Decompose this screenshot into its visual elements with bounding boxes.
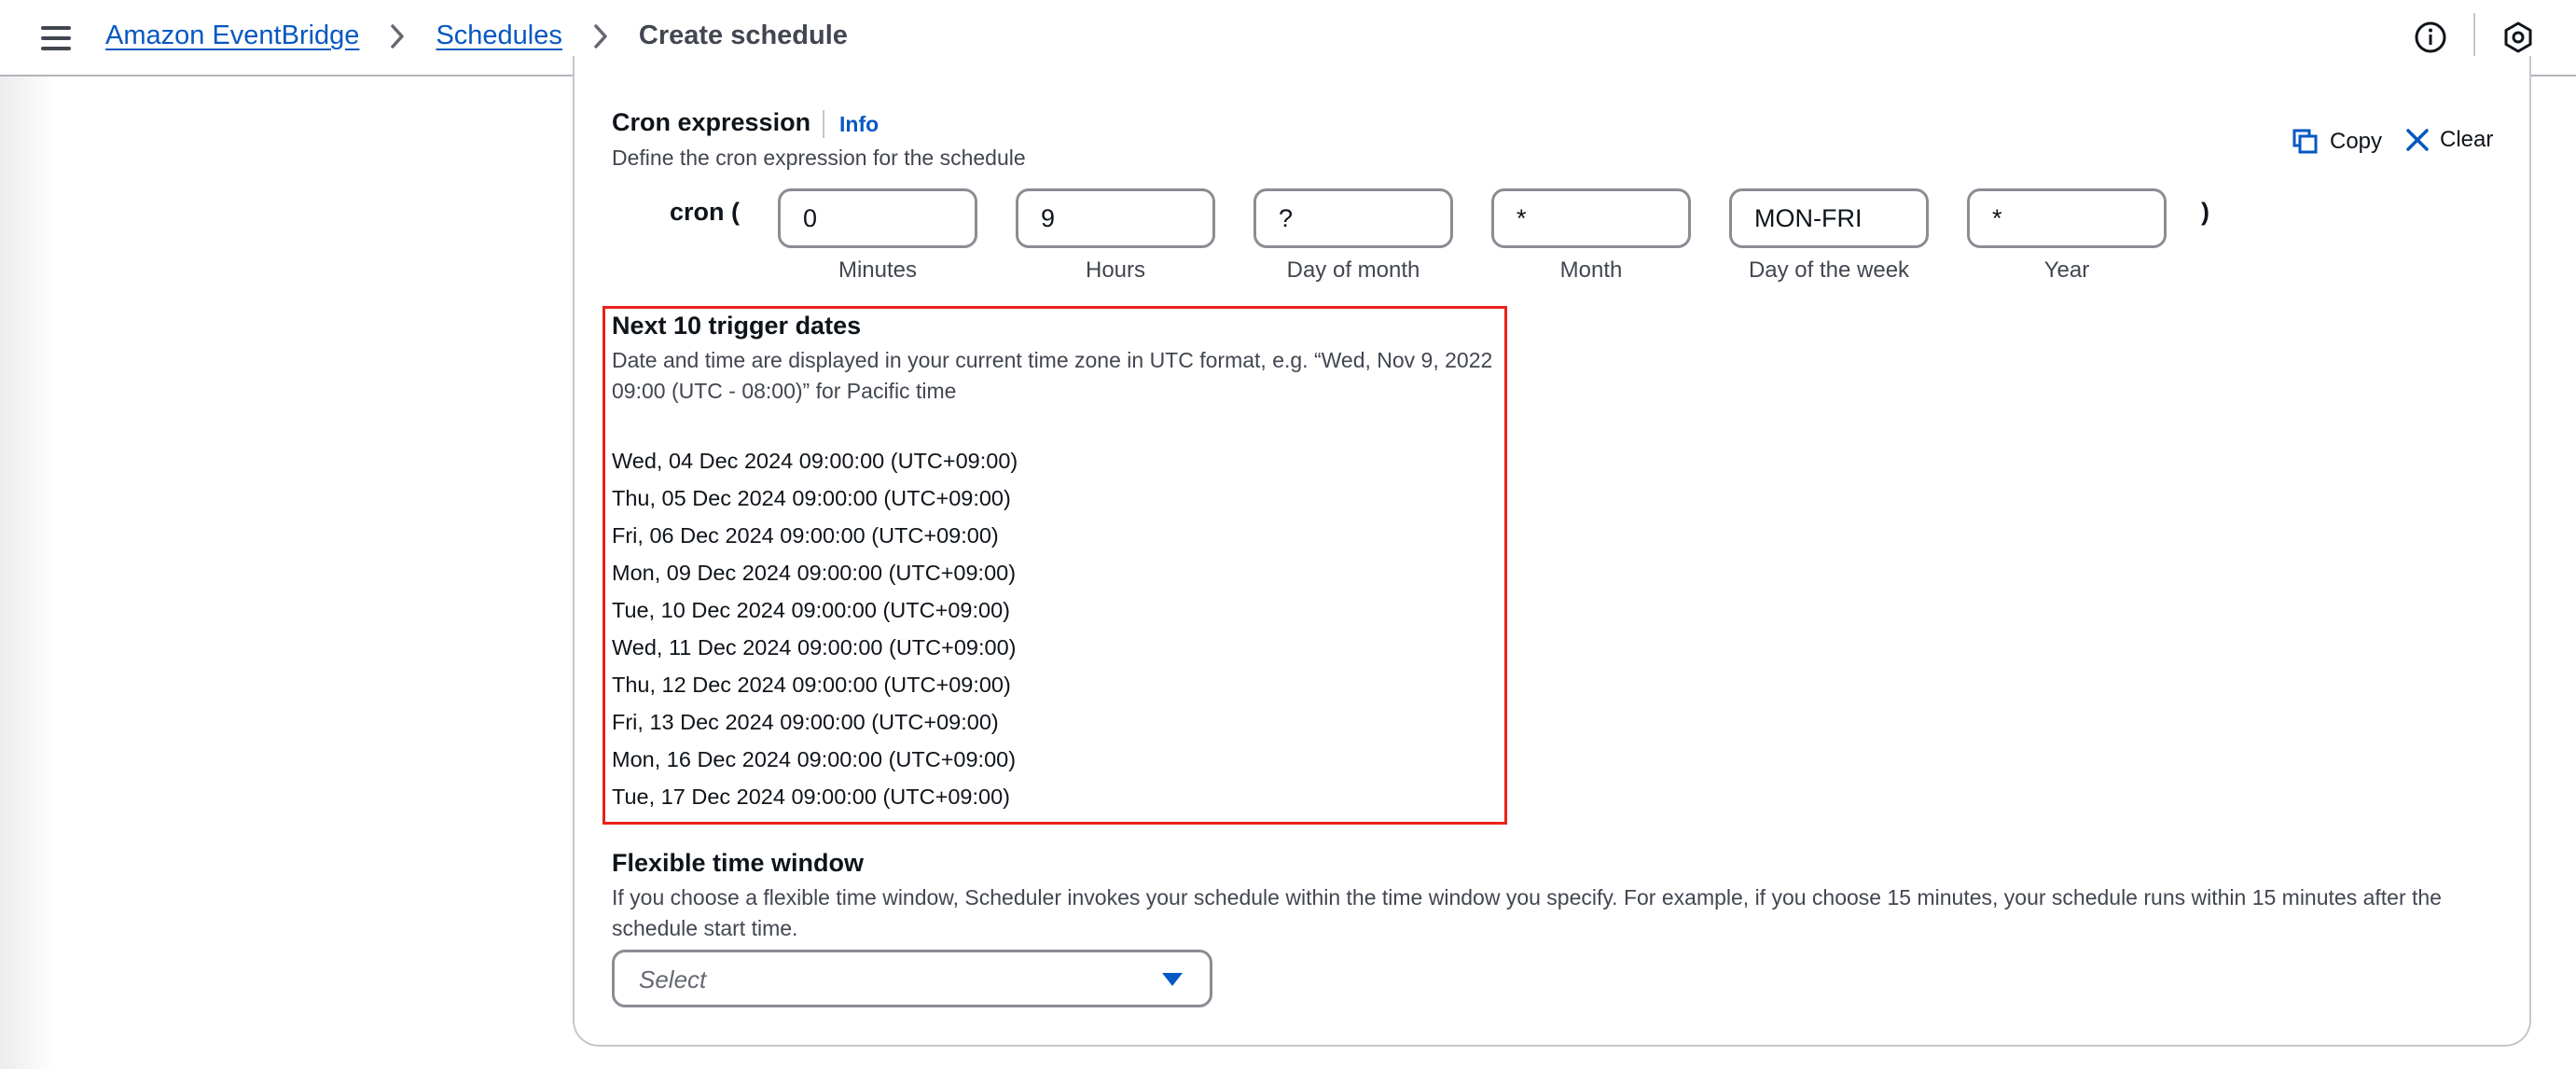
trigger-date-item: Wed, 11 Dec 2024 09:00:00 (UTC+09:00) <box>612 635 1017 659</box>
day-of-month-label: Day of month <box>1286 257 1420 283</box>
copy-button-label: Copy <box>2330 129 2383 154</box>
trigger-date-item: Tue, 10 Dec 2024 09:00:00 (UTC+09:00) <box>612 598 1010 622</box>
day-of-month-input[interactable] <box>1253 188 1453 248</box>
day-of-week-label: Day of the week <box>1748 257 1910 283</box>
minutes-field-wrapper <box>778 188 977 248</box>
hamburger-menu-icon[interactable] <box>41 26 71 50</box>
clear-button[interactable] <box>2404 127 2493 153</box>
navigation-shade <box>0 76 56 1069</box>
clear-button-label: Clear <box>2440 127 2494 152</box>
trigger-date-item: Thu, 05 Dec 2024 09:00:00 (UTC+09:00) <box>612 486 1011 510</box>
trigger-dates-list <box>612 442 1018 815</box>
hours-input[interactable] <box>1016 188 1215 248</box>
breadcrumb <box>105 21 848 51</box>
cron-expression-description: Define the cron expression for the schedule <box>612 146 1026 170</box>
year-label: Year <box>2043 257 2090 283</box>
cron-info-link[interactable]: Info <box>839 112 879 136</box>
flexible-time-window-title: Flexible time window <box>612 849 865 877</box>
month-input[interactable] <box>1491 188 1691 248</box>
trigger-date-item: Thu, 12 Dec 2024 09:00:00 (UTC+09:00) <box>612 673 1011 697</box>
day-of-week-input[interactable] <box>1729 188 1929 248</box>
trigger-date-item: Mon, 09 Dec 2024 09:00:00 (UTC+09:00) <box>612 561 1017 585</box>
info-icon[interactable] <box>2414 21 2447 54</box>
year-input[interactable] <box>1967 188 2167 248</box>
header-divider <box>2473 13 2475 62</box>
month-field-wrapper <box>1491 188 1691 248</box>
year-field-wrapper <box>1967 188 2167 248</box>
breadcrumb-eventbridge-link[interactable]: Amazon EventBridge <box>105 21 360 50</box>
minutes-input[interactable] <box>778 188 977 248</box>
day-of-month-field-wrapper <box>1253 188 1453 248</box>
cron-suffix: ) <box>2201 198 2209 226</box>
trigger-date-item: Fri, 13 Dec 2024 09:00:00 (UTC+09:00) <box>612 710 999 734</box>
cron-expression-title: Cron expression <box>612 108 811 136</box>
chevron-right-icon <box>385 22 409 50</box>
hours-label: Hours <box>1085 257 1146 283</box>
copy-button[interactable] <box>2291 127 2382 157</box>
breadcrumb-current-page: Create schedule <box>638 21 848 50</box>
month-label: Month <box>1559 257 1623 283</box>
trigger-date-item: Tue, 17 Dec 2024 09:00:00 (UTC+09:00) <box>612 784 1010 809</box>
trigger-date-item: Mon, 16 Dec 2024 09:00:00 (UTC+09:00) <box>612 747 1017 771</box>
title-divider <box>823 110 824 138</box>
breadcrumb-schedules-link[interactable]: Schedules <box>436 21 562 50</box>
cron-prefix: cron ( <box>670 198 741 226</box>
minutes-label: Minutes <box>838 257 918 283</box>
settings-hex-icon[interactable] <box>2501 21 2535 54</box>
select-placeholder: Select <box>639 965 707 993</box>
trigger-date-item: Fri, 06 Dec 2024 09:00:00 (UTC+09:00) <box>612 523 999 548</box>
day-of-week-field-wrapper <box>1729 188 1929 248</box>
flexible-time-window-description: If you choose a flexible time window, Scheduler invokes your schedule within the time window you specify. For example, if you choose 15 minutes, your schedule runs within 15 minutes after the schedule start time. <box>612 885 2442 940</box>
chevron-right-icon <box>589 22 613 50</box>
copy-icon <box>2291 127 2320 157</box>
close-icon <box>2404 127 2431 153</box>
flexible-time-window-select[interactable] <box>612 950 1212 1007</box>
caret-down-icon <box>1161 971 1184 988</box>
trigger-dates-description: Date and time are displayed in your current time zone in UTC format, e.g. “Wed, Nov 9, 2022 09:00 (UTC - 08:00)” for Pacific time <box>612 348 1493 403</box>
trigger-dates-title: Next 10 trigger dates <box>612 312 862 340</box>
hours-field-wrapper <box>1016 188 1215 248</box>
trigger-date-item: Wed, 04 Dec 2024 09:00:00 (UTC+09:00) <box>612 449 1018 473</box>
